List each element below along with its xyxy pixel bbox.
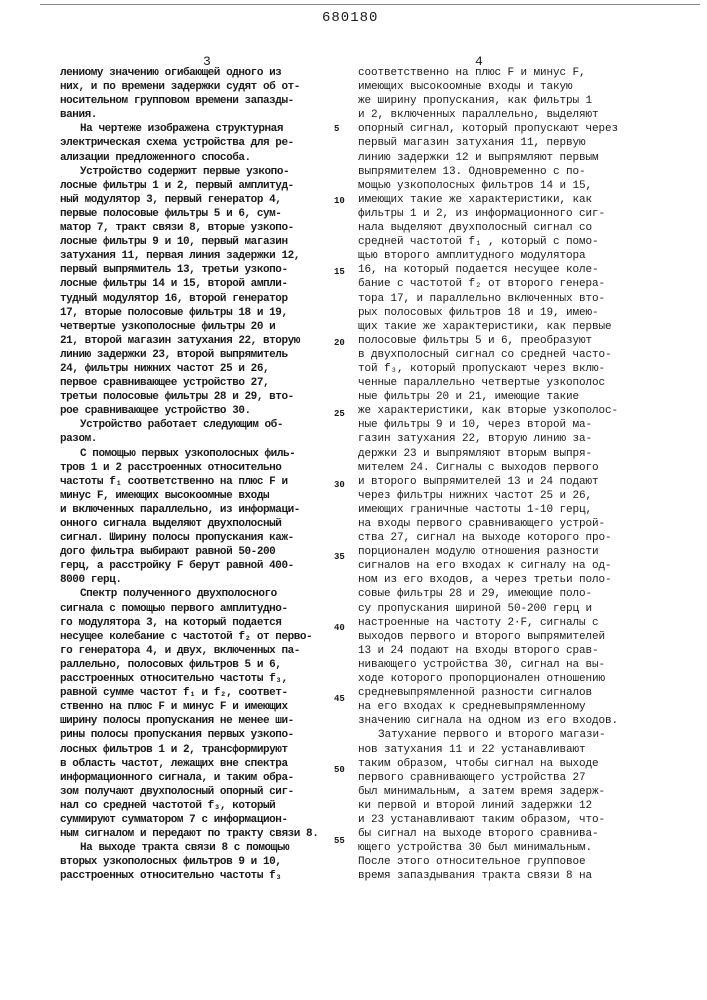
text-line: них, и по времени задержки судят об от- [60, 80, 326, 94]
text-line: 8000 герц. [60, 573, 326, 587]
margin-line-number: 5 [334, 124, 339, 134]
margin-line-number: 15 [334, 267, 345, 277]
text-line: был минимальным, а затем время задерж- [358, 785, 658, 799]
text-line: и 2, включенных параллельно, выделяют [358, 108, 658, 122]
margin-line-number: 30 [334, 480, 345, 490]
text-line: ющего устройства 30 был минимальным. [358, 841, 658, 855]
text-line: линию задержки 23, второй выпрямитель [60, 348, 326, 362]
text-line: полосовые фильтры 5 и 6, преобразуют [358, 334, 658, 348]
text-line: суммируют сумматором 7 с информацион- [60, 813, 326, 827]
text-line: вания. [60, 108, 326, 122]
margin-line-number: 10 [334, 196, 345, 206]
text-line: нивающего устройства 30, сигнал на вы- [358, 658, 658, 672]
text-line: На чертеже изображена структурная [60, 122, 326, 136]
text-line: в двухполосный сигнал со средней часто- [358, 348, 658, 362]
text-line: мителем 24. Сигналы с выходов первого [358, 461, 658, 475]
text-line: тудный модулятор 16, второй генератор [60, 292, 326, 306]
text-line: рых полосовых фильтров 18 и 19, имею- [358, 306, 658, 320]
text-line: зом получают двухполосный опорный сиг- [60, 785, 326, 799]
text-line: разом. [60, 432, 326, 446]
text-line: линию задержки 12 и выпрямляют первым [358, 151, 658, 165]
text-line: минус F, имеющих высокоомные входы [60, 489, 326, 503]
text-line: лосные фильтры 1 и 2, первый амплитуд- [60, 179, 326, 193]
margin-line-number: 45 [334, 694, 345, 704]
text-line: го модулятора 3, на который подается [60, 616, 326, 630]
text-line: четвертые узкополосные фильтры 20 и [60, 320, 326, 334]
text-line: значению сигнала на одном из его входов. [358, 714, 658, 728]
text-line: на входы первого сравнивающего устрой- [358, 517, 658, 531]
text-line: средней частотой f₁ , который с помо- [358, 235, 658, 249]
text-line: первый магазин затухания 11, первую [358, 136, 658, 150]
text-line: сигнал. Ширину полосы пропускания каж- [60, 531, 326, 545]
text-line: первое сравнивающее устройство 27, [60, 376, 326, 390]
margin-line-number: 50 [334, 765, 345, 775]
text-line: сигналов на его входах к сигналу на од- [358, 559, 658, 573]
text-line: выпрямителем 13. Одновременно с по- [358, 165, 658, 179]
right-text-column [358, 66, 658, 883]
page-number-right: 4 [475, 54, 483, 69]
text-line: ходе которого пропорционален отношению [358, 672, 658, 686]
text-line: тора 17, и параллельно включенных вто- [358, 292, 658, 306]
text-line: имеющих граничные частоты 1-10 герц, [358, 503, 658, 517]
text-line: рины полосы пропускания первых узкопо- [60, 728, 326, 742]
text-line: частоты f₁ соответственно на плюс F и [60, 475, 326, 489]
text-line: информационного сигнала, и таким обра- [60, 771, 326, 785]
text-line: первого сравнивающего устройства 27 [358, 771, 658, 785]
text-line: тров 1 и 2 расстроенных относительно [60, 461, 326, 475]
text-line: фильтры 1 и 2, из информационного сиг- [358, 207, 658, 221]
text-line: настроенные на частоту 2·F, сигналы с [358, 616, 658, 630]
text-line: Затухание первого и второго магази- [358, 728, 658, 742]
text-line: 24, фильтры нижних частот 25 и 26, [60, 362, 326, 376]
text-line: нов затухания 11 и 22 устанавливают [358, 743, 658, 757]
text-line: бы сигнал на выходе второго сравнива- [358, 827, 658, 841]
text-line: ственно на плюс F и минус F и имеющих [60, 700, 326, 714]
text-line: затухания 11, первая линия задержки 12, [60, 249, 326, 263]
text-line: таким образом, чтобы сигнал на выходе [358, 757, 658, 771]
text-line: герц, а расстройку F берут равной 400- [60, 559, 326, 573]
text-line: ченные параллельно четвертые узкополос [358, 376, 658, 390]
text-line: лосных фильтров 1 и 2, трансформируют [60, 743, 326, 757]
text-line: ным сигналом и передают по тракту связи 8. [60, 827, 326, 841]
text-line: ализации предложенного способа. [60, 151, 326, 165]
text-line: равной сумме частот f₁ и f₂, соответ- [60, 686, 326, 700]
text-line: 21, второй магазин затухания 22, вторую [60, 334, 326, 348]
text-line: средневыпрямленной разности сигналов [358, 686, 658, 700]
text-line: щих такие же характеристики, как первые [358, 320, 658, 334]
margin-line-number: 40 [334, 623, 345, 633]
text-line: ные фильтры 20 и 21, имеющие такие [358, 390, 658, 404]
text-line: опорный сигнал, который пропускают через [358, 122, 658, 136]
text-line: лосные фильтры 9 и 10, первый магазин [60, 235, 326, 249]
text-line: сигнала с помощью первого амплитудно- [60, 602, 326, 616]
text-line: первые полосовые фильтры 5 и 6, сум- [60, 207, 326, 221]
text-line: время запаздывания тракта связи 8 на [358, 869, 658, 883]
text-line: 17, вторые полосовые фильтры 18 и 19, [60, 306, 326, 320]
text-line: С помощью первых узкополосных филь- [60, 447, 326, 461]
text-line: После этого относительное групповое [358, 855, 658, 869]
text-line: су пропускания шириной 50-200 герц и [358, 602, 658, 616]
margin-line-number: 55 [334, 836, 345, 846]
text-line: держки 23 и выпрямляют вторым выпря- [358, 447, 658, 461]
left-text-column [60, 66, 326, 883]
text-line: же характеристики, как вторые узкополос- [358, 404, 658, 418]
margin-line-number: 35 [334, 552, 345, 562]
text-line: ные фильтры 9 и 10, через второй ма- [358, 418, 658, 432]
text-line: щью второго амплитудного модулятора [358, 249, 658, 263]
text-line: рое сравнивающее устройство 30. [60, 404, 326, 418]
text-line: ки первой и второй линий задержки 12 [358, 799, 658, 813]
text-line: и второго выпрямителей 13 и 24 подают [358, 475, 658, 489]
text-line: носительном групповом времени запазды- [60, 94, 326, 108]
text-line: совые фильтры 28 и 29, имеющие поло- [358, 587, 658, 601]
text-line: Спектр полученного двухполосного [60, 587, 326, 601]
text-line: имеющих такие же характеристики, как [358, 193, 658, 207]
text-line: нал со средней частотой f₃, который [60, 799, 326, 813]
text-line: ный модулятор 3, первый генератор 4, [60, 193, 326, 207]
scan-top-edge [40, 4, 700, 5]
text-line: Устройство содержит первые узкопо- [60, 165, 326, 179]
text-line: электрическая схема устройства для ре- [60, 136, 326, 150]
text-line: 16, на который подается несущее коле- [358, 263, 658, 277]
text-line: той f₃, который пропускают через вклю- [358, 362, 658, 376]
text-line: расстроенных относительно частоты f₃, [60, 672, 326, 686]
text-line: газин затухания 22, вторую линию за- [358, 432, 658, 446]
text-line: лосные фильтры 14 и 15, второй ампли- [60, 277, 326, 291]
text-line: Устройство работает следующим об- [60, 418, 326, 432]
text-line: го генератора 4, и двух, включенных па- [60, 644, 326, 658]
text-line: вторых узкополосных фильтров 9 и 10, [60, 855, 326, 869]
text-line: расстроенных относительно частоты f₃ [60, 869, 326, 883]
text-line: имеющих высокоомные входы и такую [358, 80, 658, 94]
text-line: третьи полосовые фильтры 28 и 29, вто- [60, 390, 326, 404]
margin-line-number: 25 [334, 409, 345, 419]
text-line: первый выпрямитель 13, третьи узкопо- [60, 263, 326, 277]
page-number-left: 3 [203, 54, 211, 69]
text-line: ном из его входов, а через третьи поло- [358, 573, 658, 587]
text-line: и включенных параллельно, из информаци- [60, 503, 326, 517]
text-line: же ширину пропускания, как фильтры 1 [358, 94, 658, 108]
text-line: на его входах к средневыпрямленному [358, 700, 658, 714]
text-line: онного сигнала выделяют двухполосный [60, 517, 326, 531]
text-line: матор 7, тракт связи 8, вторые узкопо- [60, 221, 326, 235]
text-line: выходов первого и второго выпрямителей [358, 630, 658, 644]
text-line: и 23 устанавливают таким образом, что- [358, 813, 658, 827]
text-line: раллельно, полосовых фильтров 5 и 6, [60, 658, 326, 672]
text-line: нала выделяют двухполосный сигнал со [358, 221, 658, 235]
patent-number: 680180 [322, 10, 378, 26]
text-line: бание с частотой f₂ от второго генера- [358, 277, 658, 291]
text-line: в область частот, лежащих вне спектра [60, 757, 326, 771]
text-line: порционален модулю отношения разности [358, 545, 658, 559]
text-line: На выходе тракта связи 8 с помощью [60, 841, 326, 855]
text-line: 13 и 24 подают на входы второго срав- [358, 644, 658, 658]
text-line: лениому значению огибающей одного из [60, 66, 326, 80]
text-line: ширину полосы пропускания не менее ши- [60, 714, 326, 728]
text-line: дого фильтра выбирают равной 50-200 [60, 545, 326, 559]
text-line: соответственно на плюс F и минус F, [358, 66, 658, 80]
margin-line-number: 20 [334, 338, 345, 348]
text-line: через фильтры нижних частот 25 и 26, [358, 489, 658, 503]
text-line: ства 27, сигнал на выходе которого про- [358, 531, 658, 545]
text-line: мощью узкополосных фильтров 14 и 15, [358, 179, 658, 193]
text-line: несущее колебание с частотой f₂ от перво- [60, 630, 326, 644]
